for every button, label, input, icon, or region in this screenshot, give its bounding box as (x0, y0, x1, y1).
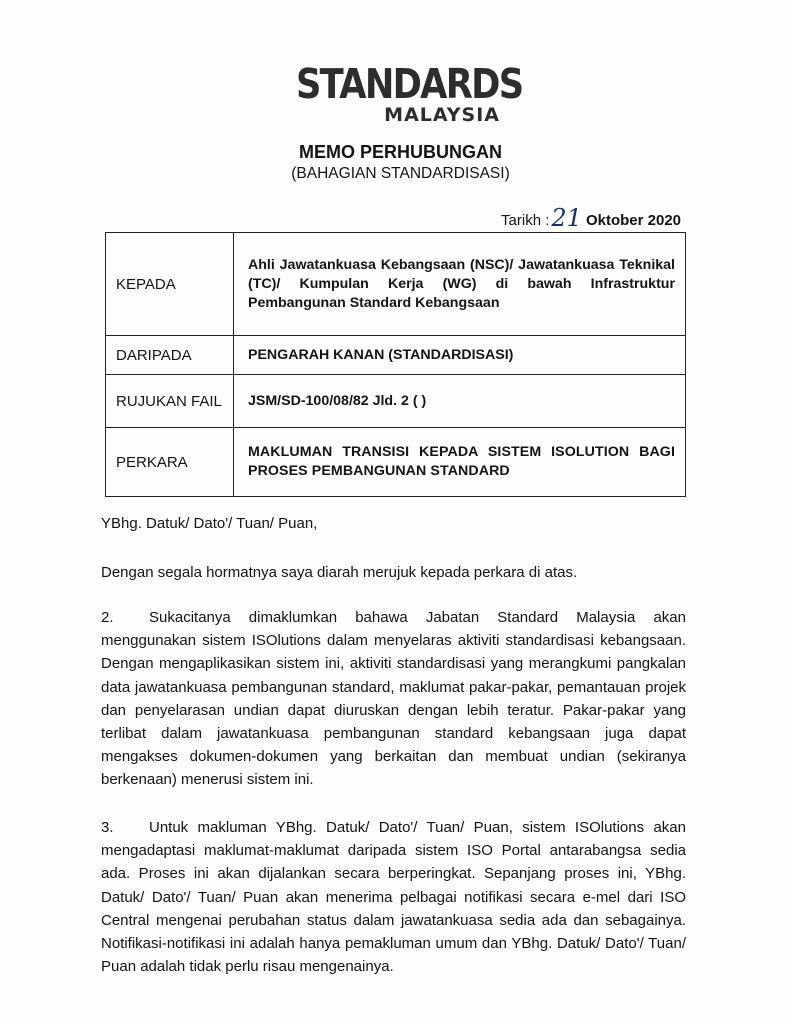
logo-main-text: STANDARDS (296, 60, 523, 108)
paragraph-number: 2. (101, 609, 114, 626)
salutation: YBhg. Datuk/ Dato'/ Tuan/ Puan, (101, 515, 318, 532)
paragraph-3 (101, 816, 686, 978)
row-value-kepada: Ahli Jawatankuasa Kebangsaan (NSC)/ Jawatankuasa Teknikal (TC)/ Kumpulan Kerja (WG) di bawah Infrastruktur Pembangunan Standard Kebangsaan (234, 233, 686, 336)
memo-title: MEMO PERHUBUNGAN (298, 142, 502, 162)
row-value-perkara: MAKLUMAN TRANSISI KEPADA SISTEM ISOLUTION BAGI PROSES PEMBANGUNAN STANDARD (234, 428, 686, 497)
table-row (106, 233, 686, 336)
memo-header-table (105, 232, 686, 497)
intro-paragraph: Dengan segala hormatnya saya diarah merujuk kepada perkara di atas. (101, 564, 578, 581)
paragraph-2 (101, 606, 686, 792)
paragraph-text: Untuk makluman YBhg. Datuk/ Dato'/ Tuan/ Puan, sistem ISOlutions akan mengadaptasi maklumat-maklumat daripada sistem ISO Portal antarabangsa sedia ada. Proses ini akan dijalankan secara berperingkat. Sepanjang proses ini, YBhg. Datuk/ Dato'/ Tuan/ Puan akan menerima pelbagai notifikasi secara e-mel dari ISO Central mengenai perubahan status dalam jawatankuasa sedia ada dan sebagainya. Notifikasi-notifikasi ini adalah hanya pemakluman umum dan YBhg. Datuk/ Dato'/ Tuan/ Puan adalah tidak perlu risau mengenainya. (101, 819, 686, 976)
table-row (106, 336, 686, 375)
date-month-year: Oktober 2020 (585, 212, 681, 229)
date-line (501, 203, 681, 231)
logo-sub-text: MALAYSIA (384, 104, 500, 126)
date-label: Tarikh : (501, 212, 550, 229)
table-row (106, 428, 686, 497)
row-label-rujukan-fail: RUJUKAN FAIL (106, 375, 234, 428)
row-label-perkara: PERKARA (106, 428, 234, 497)
row-value-daripada: PENGARAH KANAN (STANDARDISASI) (234, 336, 686, 375)
paragraph-text: Sukacitanya dimaklumkan bahawa Jabatan Standard Malaysia akan menggunakan sistem ISOlutions dalam menyelaras aktiviti standardisasi kebangsaan. Dengan mengaplikasikan sistem ini, aktiviti standardisasi yang merangkumi pangkalan data jawatankuasa pembangunan standard, maklumat pakar-pakar, pemantauan projek dan penyelarasan undian dapat diuruskan dengan lebih teratur. Pakar-pakar yang terlibat dalam jawatankuasa pembangunan standard kebangsaan juga dapat mengakses dokumen-dokumen yang berkaitan dan membuat undian (sekiranya berkenaan) menerusi sistem ini. (101, 609, 686, 789)
paragraph-number: 3. (101, 819, 114, 836)
row-label-daripada: DARIPADA (106, 336, 234, 375)
table-row (106, 375, 686, 428)
standards-malaysia-logo (296, 60, 523, 132)
row-value-rujukan-fail: JSM/SD-100/08/82 Jld. 2 ( ) (234, 375, 686, 428)
memo-subtitle: (BAHAGIAN STANDARDISASI) (291, 165, 510, 182)
date-day-handwritten: 21 (551, 204, 582, 232)
row-label-kepada: KEPADA (106, 233, 234, 336)
